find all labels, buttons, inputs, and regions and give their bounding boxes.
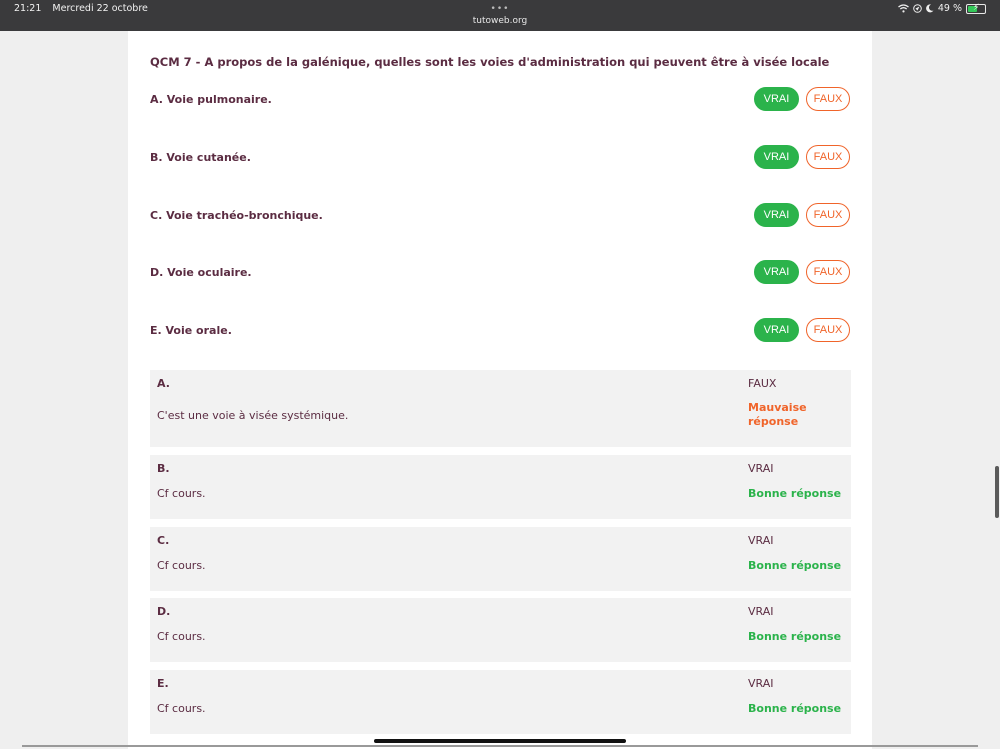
vrai-button[interactable]: VRAI <box>754 87 799 111</box>
correction-result: Bonne réponse <box>748 487 842 500</box>
correction-answer: FAUX <box>748 377 777 390</box>
correction-card-e <box>150 670 851 734</box>
correction-card-b <box>150 455 851 519</box>
correction-letter: D. <box>157 605 171 618</box>
status-time: 21:21 <box>14 3 42 14</box>
faux-button[interactable]: FAUX <box>806 260 850 284</box>
faux-button[interactable]: FAUX <box>806 87 850 111</box>
vrai-button[interactable]: VRAI <box>754 203 799 227</box>
faux-button[interactable]: FAUX <box>806 318 850 342</box>
correction-card-a <box>150 370 851 447</box>
question-title: QCM 7 - A propos de la galénique, quelles sont les voies d'administration qui peuvent être à visée locale <box>150 55 830 69</box>
correction-explanation: C'est une voie à visée systémique. <box>157 409 349 422</box>
correction-explanation: Cf cours. <box>157 559 206 572</box>
battery-icon: ⚡ <box>966 4 986 14</box>
home-indicator[interactable] <box>374 739 626 743</box>
faux-button[interactable]: FAUX <box>806 203 850 227</box>
correction-result: Bonne réponse <box>748 630 842 643</box>
url-bar[interactable]: tutoweb.org <box>472 16 528 26</box>
correction-letter: B. <box>157 462 170 475</box>
wifi-icon <box>898 4 909 13</box>
qcm-page <box>128 31 872 749</box>
vrai-button[interactable]: VRAI <box>754 145 799 169</box>
faux-button[interactable]: FAUX <box>806 145 850 169</box>
option-label: E. Voie orale. <box>150 324 232 337</box>
scrollbar[interactable] <box>995 466 999 518</box>
correction-card-d <box>150 598 851 662</box>
correction-answer: VRAI <box>748 462 774 475</box>
correction-letter: A. <box>157 377 170 390</box>
option-row-b <box>150 145 850 171</box>
option-label: C. Voie trachéo-bronchique. <box>150 209 323 222</box>
option-label: A. Voie pulmonaire. <box>150 93 272 106</box>
correction-result: Bonne réponse <box>748 702 842 715</box>
status-date: Mercredi 22 octobre <box>52 3 148 14</box>
correction-card-c <box>150 527 851 591</box>
option-row-d <box>150 260 850 286</box>
status-left <box>14 3 156 14</box>
correction-answer: VRAI <box>748 677 774 690</box>
correction-answer: VRAI <box>748 534 774 547</box>
status-bar <box>0 0 1000 31</box>
status-right <box>898 3 986 14</box>
correction-letter: C. <box>157 534 170 547</box>
battery-percent: 49 % <box>937 3 962 14</box>
location-icon <box>913 4 922 13</box>
correction-result: Bonne réponse <box>748 559 842 572</box>
tab-dots[interactable]: ••• <box>490 4 510 14</box>
correction-explanation: Cf cours. <box>157 487 206 500</box>
option-label: B. Voie cutanée. <box>150 151 251 164</box>
correction-letter: E. <box>157 677 169 690</box>
correction-explanation: Cf cours. <box>157 702 206 715</box>
vrai-button[interactable]: VRAI <box>754 260 799 284</box>
correction-explanation: Cf cours. <box>157 630 206 643</box>
option-label: D. Voie oculaire. <box>150 266 252 279</box>
correction-result: Mauvaise réponse <box>748 401 807 428</box>
vrai-button[interactable]: VRAI <box>754 318 799 342</box>
moon-icon <box>926 4 934 13</box>
option-row-e <box>150 318 850 344</box>
option-row-a <box>150 87 850 113</box>
correction-answer: VRAI <box>748 605 774 618</box>
bottom-divider <box>22 745 978 747</box>
option-row-c <box>150 203 850 229</box>
